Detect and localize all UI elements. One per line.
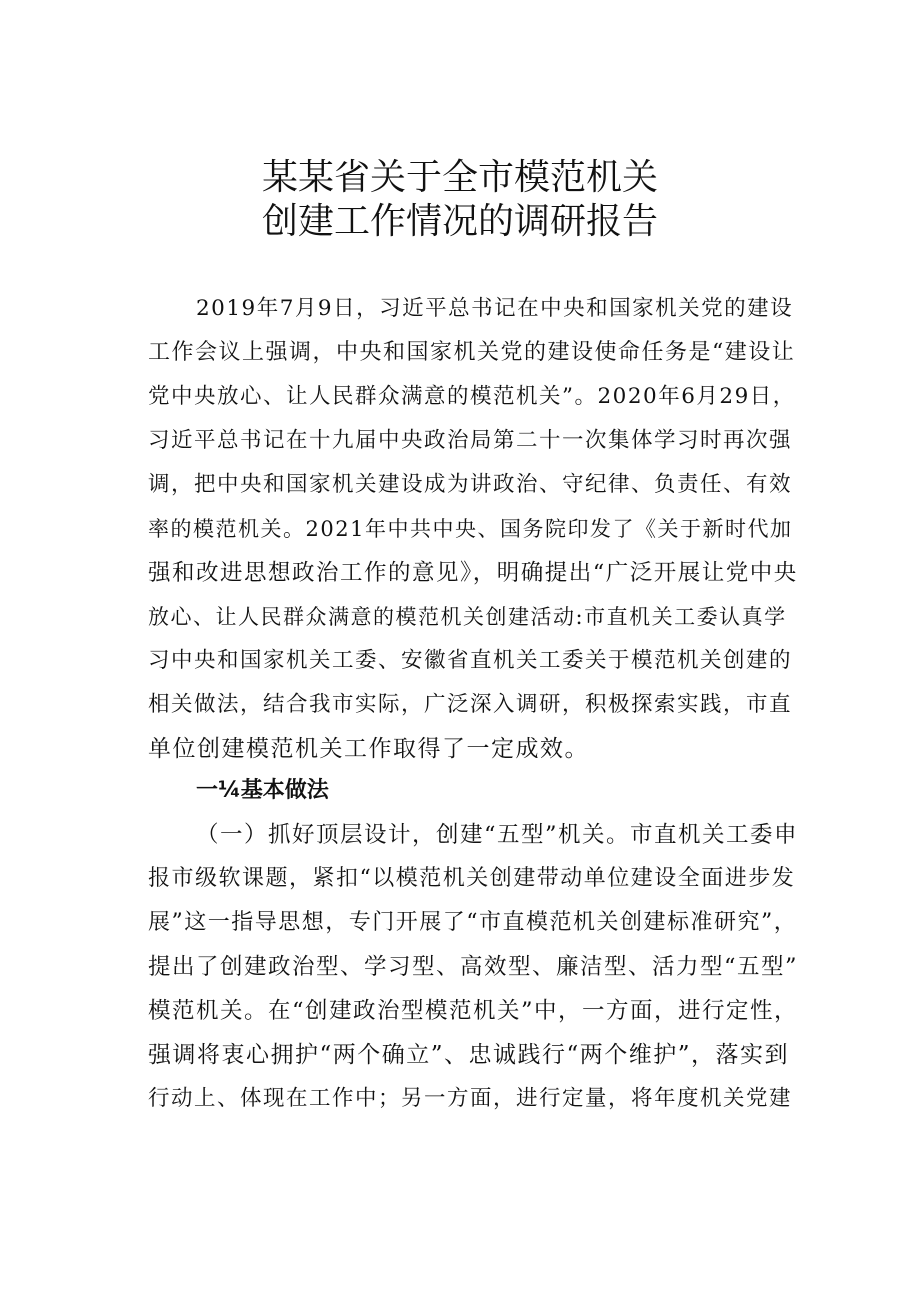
document-title-line-1: 某某省关于全市模范机关 [261,157,658,198]
paragraph-line: 习近平总书记在十九届中央政治局第二十一次集体学习时再次强 [148,428,793,453]
paragraph-line: 强和改进思想政治工作的意见》，明确提出“广泛开展让党中央 [148,560,798,586]
paragraph-line: 模范机关。在“创建政治型模范机关”中，一方面，进行定性， [148,998,799,1024]
paragraph-line: 党中央放心、让人民群众满意的模范机关”。2020年6月29日， [148,384,796,409]
paragraph-line: 提出了创建政治型、学习型、高效型、廉洁型、活力型“五型” [148,954,799,980]
paragraph-line: 行动上、体现在工作中；另一方面，进行定量，将年度机关党建 [148,1086,793,1111]
paragraph-line: 率的模范机关。2021年中共中央、国务院印发了《关于新时代加 [148,517,793,541]
paragraph-line: 强调将衷心拥护“两个确立”、忠诚践行“两个维护”，落实到 [148,1042,790,1068]
paragraph-line: 工作会议上强调，中央和国家机关党的建设使命任务是“建设让 [148,340,796,365]
document-title-line-2: 创建工作情况的调研报告 [261,201,658,242]
paragraph-line: 放心、让人民群众满意的模范机关创建活动:市直机关工委认真学 [148,605,787,629]
paragraph-line: 习中央和国家机关工委、安徽省直机关工委关于模范机关创建的 [148,648,793,673]
paragraph-line: 相关做法，结合我市实际，广泛深入调研，积极探索实践，市直 [148,692,793,717]
paragraph-line: 展”这一指导思想，专门开展了“市直模范机关创建标准研究”， [148,910,798,935]
paragraph-line: （一）抓好顶层设计，创建“五型”机关。市直机关工委申 [196,822,799,848]
paragraph-line: 报市级软课题，紧扣“以模范机关创建带动单位建设全面进步发 [148,866,796,891]
paragraph-line: 调，把中央和国家机关建设成为讲政治、守纪律、负责任、有效 [148,472,793,497]
paragraph-line: 单位创建模范机关工作取得了一定成效。 [148,736,589,762]
paragraph-line: 2019年7月9日，习近平总书记在中央和国家机关党的建设 [196,296,794,321]
section-heading: 一¼基本做法 [196,778,329,803]
